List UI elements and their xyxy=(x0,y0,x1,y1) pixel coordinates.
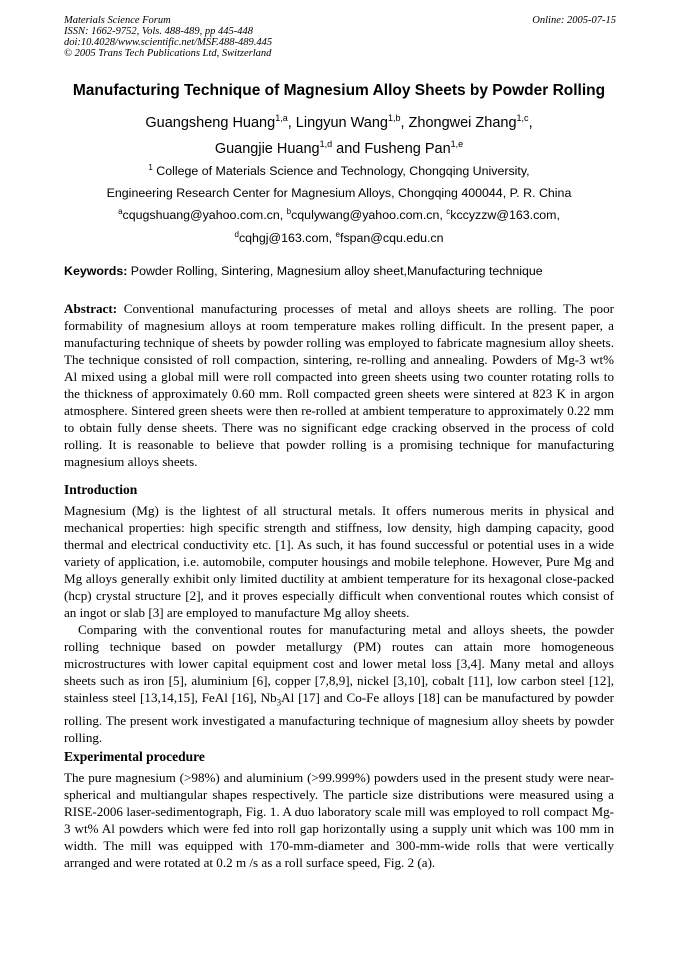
journal-name: Materials Science Forum xyxy=(64,15,171,26)
paragraph: The pure magnesium (>98%) and aluminium (>99.999%) powders used in the present study were near-spherical and multiangular shapes respectively. The particle size distributions were measured using a RISE-2006 laser-sedimentograph, Fig. 1. A duo laboratory scale mill was employed to roll compact Mg-3 wt% Al powders which were fed into roll gap horizontally using a supply unit which was 100 mm in width. The mill was equipped with 170-mm-diameter and 300-mm-wide rolls that were vertically arranged and were rotated at 0.2 m /s as a roll surface speed, Fig. 2 (a). xyxy=(64,770,614,870)
email: fspan@cqu.edu.cn xyxy=(340,231,444,246)
author-name: Lingyun Wang xyxy=(295,114,388,131)
paragraph-text: Al [17] and Co-Fe alloys [18] can be manufactured by powder rolling. The present work investigated a manufacturing technique of magnesium alloy sheets by powder rolling. xyxy=(64,690,614,745)
author-separator: , xyxy=(400,114,409,131)
issn-line: ISSN: 1662-9752, Vols. 488-489, pp 445-448 xyxy=(64,26,253,37)
abstract xyxy=(64,300,614,470)
paragraph-text: Comparing with the conventional routes for manufacturing metal and alloys sheets, the powder rolling technique based on powder metallurgy (PM) routes can attain more homogeneous microstructures with lower capital equipment cost and lower metal loss [3,4]. Many metal and alloys sheets such as iron [5], aluminium [6], copper [7,8,9], nickel [3,10], cobalt [11], low carbon steel [12], stainless steel [13,14,15], FeAl [16], Nb xyxy=(64,622,614,705)
authors-line-1 xyxy=(40,113,638,131)
email-sup: a xyxy=(118,207,123,216)
paragraph: Magnesium (Mg) is the lightest of all structural metals. It offers numerous merits in physical and mechanical properties: high specific strength and stiffness, low density, high damping capacity, good thermal and electrical conductivity etc. [1]. As such, it has found successful or potential uses in a wide variety of application, i.e. automobile, computer housings and mobile telephone. However, Pure Mg and Mg alloys generally exhibit only limited ductility at ambient temperature for its hexagonal close-packed (hcp) crystal structure [2], and it proves especially difficult when conventional routes which consist of an ingot or slab [3] are employed to manufacture Mg alloy sheets. xyxy=(64,503,614,620)
copyright-line: © 2005 Trans Tech Publications Ltd, Switzerland xyxy=(64,48,272,59)
paragraph xyxy=(64,621,614,746)
affiliation-text: College of Materials Science and Technology, Chongqing University, xyxy=(152,164,530,179)
email-sup: c xyxy=(446,207,451,216)
abstract-text: Conventional manufacturing processes of metal and alloys sheets are rolling. The poor formability of magnesium alloys at room temperature makes rolling difficult. In the present paper, a manufacturing technique of sheets by powder rolling was employed to fabricate magnesium alloy sheets. The technique consisted of roll compaction, sintering, re-rolling and annealing. Powders of Mg-3 wt% Al mixed using a global mill were roll compacted into green sheets using two counter rotating rolls to the thickness of approximately 0.60 mm. Roll compacted green sheets were sintered at 823 K in argon atmosphere. Sintered green sheets were then re-rolled at ambient temperature to approximately 0.22 mm to obtain fully dense sheets. There was no significant edge cracking observed in the process of cold rolling. It is reasonable to believe that powder rolling is a promising technique for manufacturing magnesium alloys sheets. xyxy=(64,301,614,469)
author-sup: 1,c xyxy=(516,113,529,123)
abstract-label: Abstract: xyxy=(64,301,118,316)
email: cqhgj@163.com, xyxy=(238,231,336,246)
subscript: 3 xyxy=(276,697,282,708)
author-name: Zhongwei Zhang xyxy=(408,114,517,131)
author-sup: 1,e xyxy=(450,139,464,149)
experimental-heading: Experimental procedure xyxy=(64,749,205,764)
journal-header xyxy=(64,15,616,59)
author-separator: , xyxy=(528,114,533,131)
online-date: Online: 2005-07-15 xyxy=(532,15,616,26)
email-sup: d xyxy=(234,230,239,239)
keywords xyxy=(64,264,624,278)
affiliation-sup: 1 xyxy=(148,163,153,172)
email: cqugshuang@yahoo.com.cn, xyxy=(122,208,287,223)
introduction-body xyxy=(64,502,614,746)
email-line-1 xyxy=(40,207,638,222)
paper-title: Manufacturing Technique of Magnesium Alloy Sheets by Powder Rolling xyxy=(72,82,606,99)
email: cqulywang@yahoo.com.cn, xyxy=(291,208,447,223)
author-sup: 1,d xyxy=(319,139,333,149)
author-name: Fusheng Pan xyxy=(364,140,451,157)
email-line-2 xyxy=(40,230,638,245)
author-name: Guangjie Huang xyxy=(214,140,320,157)
author-separator: , xyxy=(287,114,296,131)
author-sup: 1,a xyxy=(275,113,288,123)
email: kccyzzw@163.com, xyxy=(450,208,560,223)
keywords-text: Powder Rolling, Sintering, Magnesium alloy sheet,Manufacturing technique xyxy=(127,264,543,278)
introduction-heading: Introduction xyxy=(64,482,138,497)
author-and: and xyxy=(332,140,365,157)
email-sup: b xyxy=(286,207,292,216)
experimental-body xyxy=(64,769,614,871)
author-name: Guangsheng Huang xyxy=(145,114,276,131)
email-sup: e xyxy=(335,230,340,239)
author-sup: 1,b xyxy=(387,113,401,123)
doi-line: doi:10.4028/www.scientific.net/MSF.488-489.445 xyxy=(64,37,273,48)
authors-line-2 xyxy=(40,139,638,157)
keywords-label: Keywords: xyxy=(64,264,128,278)
affiliation-line-1 xyxy=(40,163,638,178)
affiliation-line-2: Engineering Research Center for Magnesium Alloys, Chongqing 400044, P. R. China xyxy=(106,186,572,200)
